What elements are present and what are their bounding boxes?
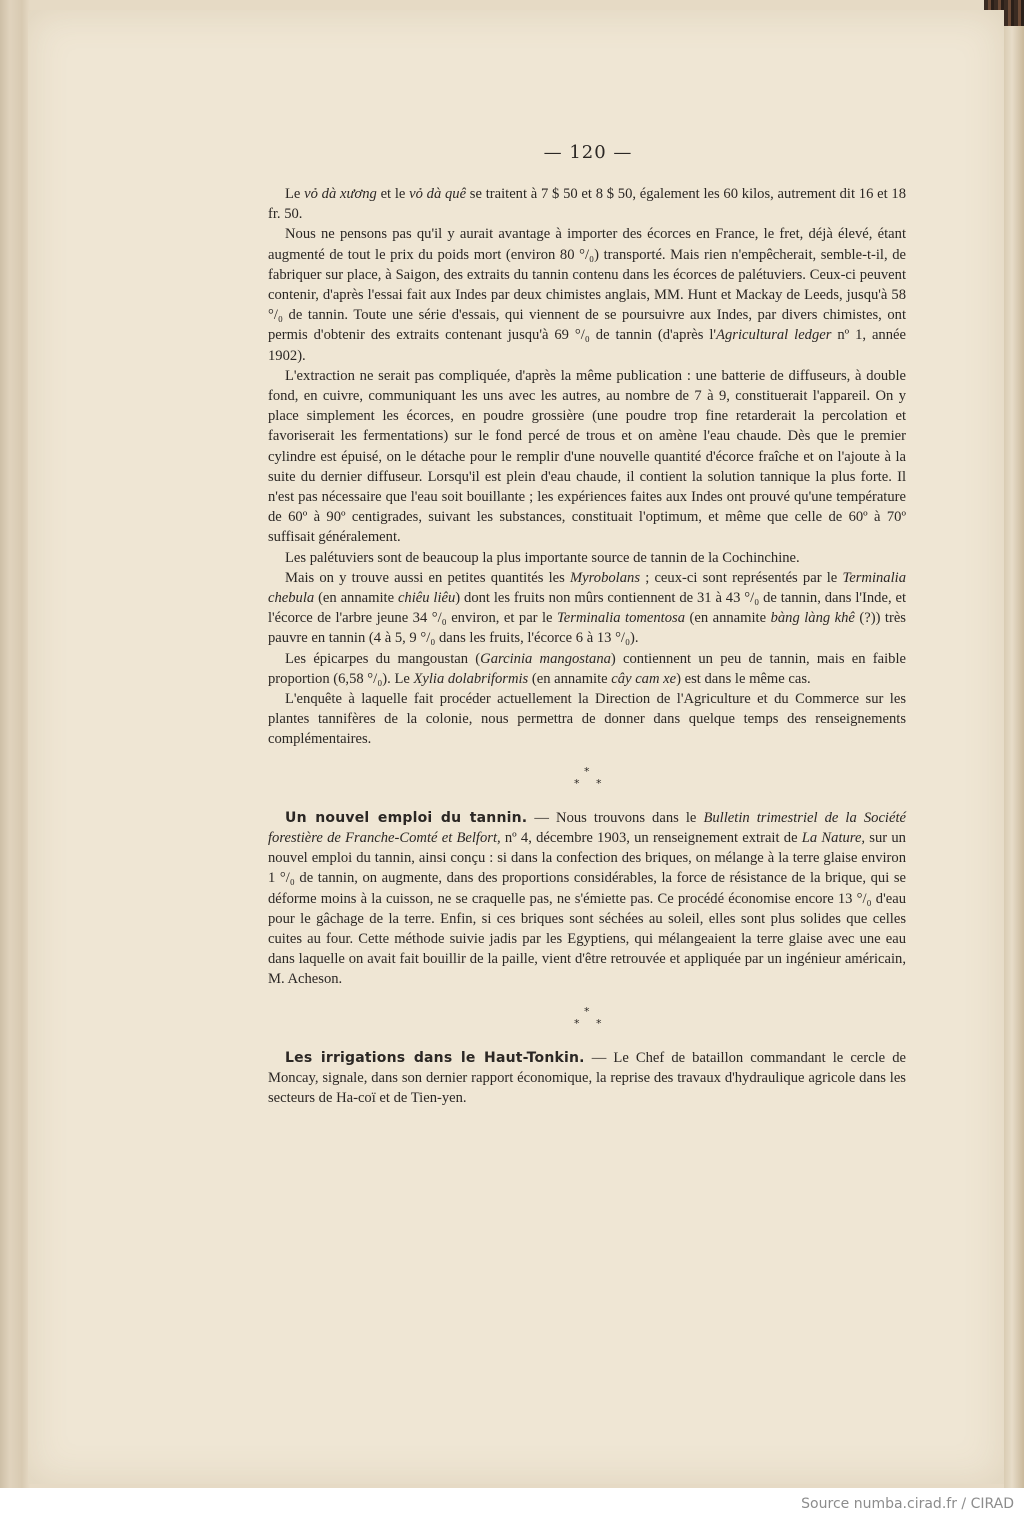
section-irrigations-haut-tonkin: Les irrigations dans le Haut-Tonkin. — Le Chef de bataillon commandant le cercle de Moncay, signale, dans son dernier rapport économique, la reprise des travaux d'hydraulique agricole dans les secteurs de Ha-coï et de Tien-yen. (268, 1049, 906, 1106)
asterism-star: * (596, 776, 602, 790)
asterism-star: * (596, 1016, 602, 1030)
page-fore-edge (1004, 0, 1024, 1488)
asterism-star: * (574, 776, 580, 790)
asterism-divider-2 (268, 994, 906, 1042)
asterism-divider-1 (268, 754, 906, 802)
paragraph-bark-prices: Le vỏ dà xương et le vỏ dà quê se traitent à 7 $ 50 et 8 $ 50, également les 60 kilos, autrement dit 16 et 18 fr. 50. (268, 186, 906, 223)
asterism-star: * (574, 1016, 580, 1030)
paragraph-import-bark: Nous ne pensons pas qu'il y aurait avantage à importer des écorces en France, le fret, déjà élevé, étant augmenté de tout le prix du poids mort (environ 80 °/₀) transporté. Mais rien n'empêcherait, semble-t-il, de fabriquer sur place, à Saigon, des extraits du tannin contenu dans les écorces de palétuviers. Ceux-ci peuvent contenir, d'après l'essai fait aux Indes par deux chimistes anglais, MM. Hunt et Mackay de Leeds, jusqu'à 58 °/₀ de tannin. Toute une série d'essais, qui viennent de se poursuivre aux Indes, par divers chimistes, ont permis d'obtenir des extraits contenant jusqu'à 69 °/₀ de tannin (d'après l'Agricultural ledger nº 1, année 1902). (268, 226, 906, 364)
paragraph-myrobolans: Mais on y trouve aussi en petites quantités les Myrobolans ; ceux-ci sont représentés par le Terminalia chebula (en annamite chiêu liêu) dont les fruits non mûrs contiennent de 31 à 43 °/₀ de tannin, dans l'Inde, et l'écorce de l'arbre jeune 34 °/₀ environ, et par le Terminalia tomentosa (en annamite bàng làng khê (?)) très pauvre en tannin (4 à 5, 9 °/₀ dans les fruits, l'écorce 6 à 13 °/₀). (268, 569, 907, 647)
text-column (268, 184, 906, 1108)
paragraph-enquete: L'enquête à laquelle fait procéder actuellement la Direction de l'Agriculture et du Commerce sur les plantes tannifères de la colonie, nous permettra de donner dans quelque temps des renseignements complémentaires. (268, 691, 906, 748)
page-number: — 120 — (543, 142, 633, 163)
paragraph-paletuviers: Les palétuviers sont de beaucoup la plus importante source de tannin de la Cochinchine. (285, 549, 800, 566)
asterism-star: * (584, 764, 590, 778)
paragraph-mangoustan: Les épicarpes du mangoustan (Garcinia mangostana) contiennent un peu de tannin, mais en faible proportion (6,58 °/₀). Le Xylia dolabriformis (en annamite cây cam xe) est dans le même cas. (268, 650, 906, 687)
paragraph-extraction: L'extraction ne serait pas compliquée, d'après la même publication : une batterie de diffuseurs, à double fond, en cuivre, communiquant les uns avec les autres, au nombre de 7 à 9, constituerait l'appareil. On y place simplement les écorces, en poudre grossière (une poudre trop fine retarderait la percolation et favoriserait les fermentations) sur le fond percé de trous et on amène l'eau chaude. Dès que le premier cylindre est épuisé, on le détache pour le remplir d'une nouvelle quantité d'écorce fraîche et on l'ajoute à la suite du dernier diffuseur. Lorsqu'il est plein d'eau chaude, il contient la solution tannique la plus forte. Il n'est pas nécessaire que l'eau soit bouillante ; les expériences faites aux Indes ont prouvé qu'une température de 60º à 90º centigrades, suivant les substances, constituait l'optimum, et même que celle de 60º à 70º suffisait généralement. (268, 367, 906, 546)
section-nouvel-emploi-tannin: Un nouvel emploi du tannin. — Nous trouvons dans le Bulletin trimestriel de la Société forestière de Franche-Comté et Belfort, nº 4, décembre 1903, un renseignement extrait de La Nature, sur un nouvel emploi du tannin, ainsi conçu : si dans la confection des briques, on mélange à la terre glaise environ 1 °/₀ de tannin, on augmente, dans des proportions considérables, la force de résistance de la brique, qui se déforme moins à la cuisson, ne se craquelle pas, ne s'émiette pas. Ce procédé économise encore 13 °/₀ d'eau pour le gâchage de la terre. Enfin, si ces briques sont séchées au soleil, elles sont plus solides que celles cuites au four. Cette méthode suivie jadis par les Egyptiens, qui mélangeaient la terre glaise avec une eau dans laquelle on avait fait bouillir de la paille, vient d'être retrouvée et appliquée par un ingénieur américain, M. Acheson. (268, 809, 906, 988)
section-title: Un nouvel emploi du tannin. (285, 809, 528, 826)
source-credit: Source numba.cirad.fr / CIRAD (801, 1496, 1014, 1512)
section-title: Les irrigations dans le Haut-Tonkin. (285, 1049, 585, 1066)
asterism-star: * (584, 1004, 590, 1018)
